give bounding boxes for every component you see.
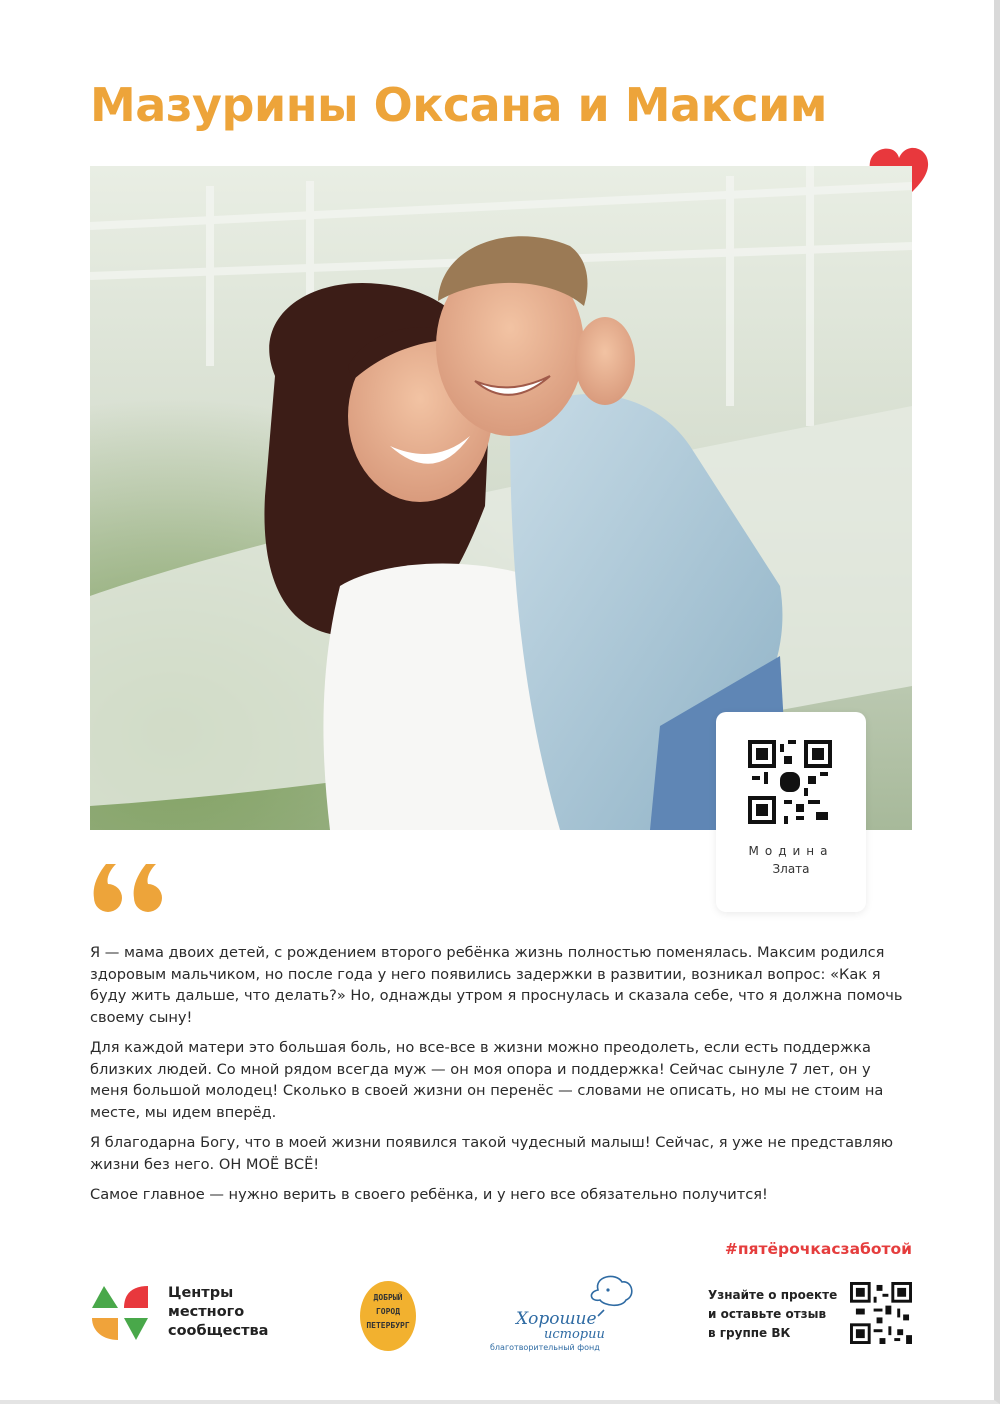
cms-logo (90, 1282, 152, 1344)
dobry-gorod-line: ГОРОД (375, 1307, 401, 1316)
qr-card (716, 712, 866, 912)
horoshie-istorii-line: истории (544, 1327, 605, 1342)
story-paragraph: Я благодарна Богу, что в моей жизни появился такой чудесный малыш! Сейчас, я уже не представляю жизни без него. ОН МОЁ ВСЁ! (90, 1134, 894, 1173)
vk-text-line: и оставьте отзыв (708, 1307, 827, 1321)
dobry-gorod-line: ПЕТЕРБУРГ (366, 1321, 410, 1330)
cms-logo-text (168, 1284, 268, 1341)
vk-qr-code-icon[interactable] (850, 1282, 912, 1344)
horoshie-istorii-logo (486, 1272, 646, 1354)
story-text (90, 942, 910, 1215)
page-title: Мазурины Оксана и Максим (90, 78, 827, 132)
dobry-gorod-line: ДОБРЫЙ (373, 1293, 403, 1302)
dobry-gorod-logo (352, 1278, 422, 1352)
story-paragraph: Я — мама двоих детей, с рождением второго ребёнка жизнь полностью поменялась. Максим родился здоровым мальчиком, но после года у него появились задержки в развитии, возникал вопрос: «Как я буду жить дальше, что делать?» Но, однажды утром я проснулась и сказала себе, что я должна помочь своему сыну! (90, 944, 903, 1026)
qr-author-surname: Модина (748, 844, 834, 858)
story-paragraph: Самое главное — нужно верить в своего ребёнка, и у него все обязательно получится! (90, 1186, 768, 1203)
vk-text-line: Узнайте о проекте (708, 1288, 838, 1302)
hashtag: #пятёрочкасзаботой (724, 1240, 912, 1258)
qr-code-icon[interactable] (748, 740, 832, 824)
horoshie-istorii-line: благотворительный фонд (490, 1343, 600, 1352)
story-paragraph: Для каждой матери это большая боль, но все-все в жизни можно преодолеть, если есть поддержка близких людей. Со мной рядом всегда муж — он моя опора и поддержка! Сейчас сынуле 7 лет, он у меня большой молодец! Сколько в своей жизни он перенёс — словами не описать, но мы не стоим на месте, мы идем вперёд. (90, 1039, 884, 1121)
quote-icon (88, 858, 168, 920)
cms-logo-line: местного (168, 1304, 245, 1320)
vk-group-text (708, 1286, 837, 1343)
cms-logo-line: сообщества (168, 1323, 269, 1339)
vk-text-line: в группе ВК (708, 1326, 791, 1340)
cms-logo-line: Центры (168, 1285, 234, 1301)
horoshie-istorii-line: Хорошие (516, 1309, 597, 1329)
qr-author-name: Злата (772, 862, 810, 876)
